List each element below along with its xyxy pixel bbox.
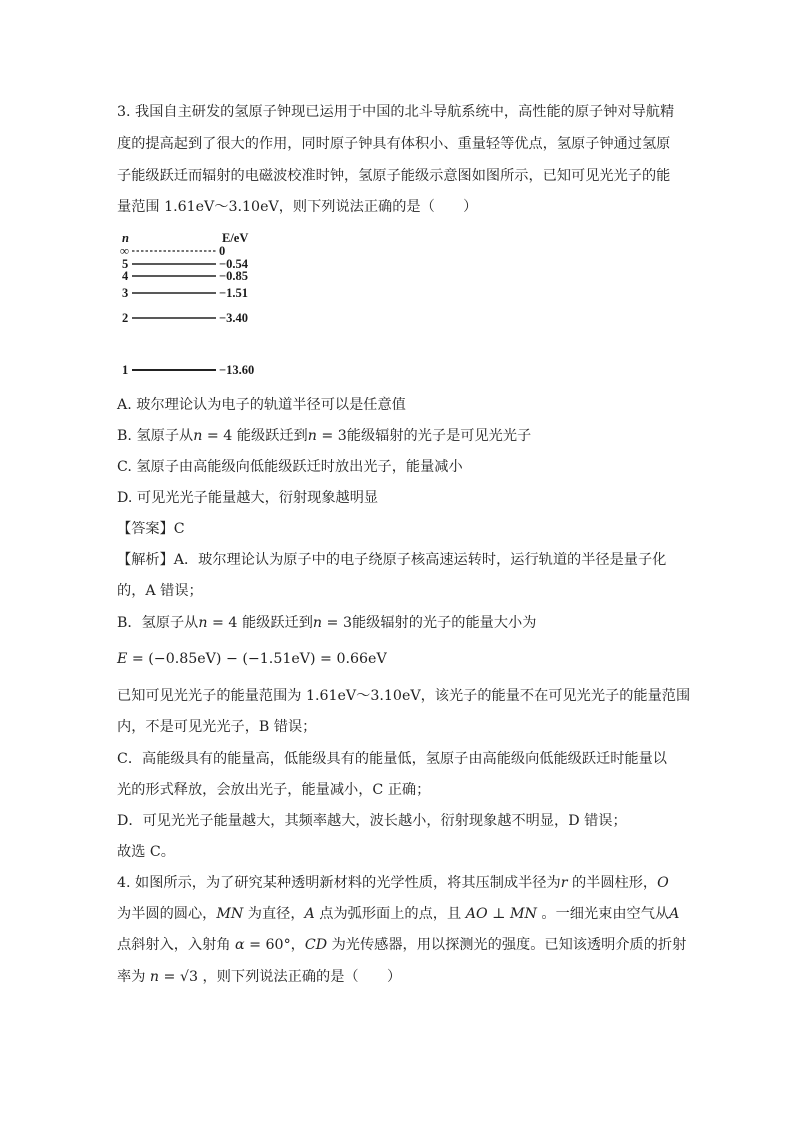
level-label-1: 1 xyxy=(122,363,129,377)
q3-line-2: 度的提高起到了很大的作用，同时原子钟具有体积小、重量轻等优点，氢原子钟通过氢原 xyxy=(117,136,671,152)
analysis-b-n1: n xyxy=(198,615,208,631)
level-energy-4: −0.85 xyxy=(219,269,248,283)
level-energy-5: −0.54 xyxy=(219,257,248,271)
q4-l3-b: = 60°， xyxy=(244,937,305,953)
option-b-eq2: = 3能级辐射的光子是可见光光子 xyxy=(316,428,532,444)
analysis-b-p1: B．氢原子从 xyxy=(117,615,199,631)
q4-l2-c: 点为弧形面上的点，且 xyxy=(314,906,466,922)
level-label-4: 4 xyxy=(122,269,129,283)
option-d: D. 可见光光子能量越大，衍射现象越明显 xyxy=(117,490,379,506)
energy-formula xyxy=(117,649,387,669)
q4-l4-n: n xyxy=(149,969,160,985)
level-energy-2: −3.40 xyxy=(219,311,248,325)
q4-l2-d: 。一细光束由空气从 xyxy=(536,906,670,922)
analysis2-line-6: 故选 C。 xyxy=(117,844,175,860)
level-label-5: 5 xyxy=(122,257,129,271)
q4-l2-perp: ⊥ xyxy=(487,906,510,922)
analysis2-line-5: D．可见光光子能量越大，其频率越大，波长越小，衍射现象越不明显，D 错误； xyxy=(117,813,627,829)
q4-l1-a: 4. 如图所示，为了研究某种透明新材料的光学性质，将其压制成半径为 xyxy=(117,875,561,891)
analysis-b-eq2: = 3能级辐射的光子的能量大小为 xyxy=(322,615,537,631)
analysis-b-n2: n xyxy=(312,615,323,631)
option-c: C. 氢原子由高能级向低能级跃迁时放出光子，能量减小 xyxy=(117,459,463,475)
formula-e: E xyxy=(117,651,128,667)
level-label-2: 2 xyxy=(122,311,129,325)
option-b-n1: n xyxy=(193,428,203,444)
q4-l3-alpha: α xyxy=(235,937,245,953)
analysis2-line-3: C．高能级具有的能量高，低能级具有的能量低，氢原子由高能级向低能级跃迁时能量以 xyxy=(117,751,667,767)
analysis-b-line xyxy=(117,613,536,633)
level-energy-1: −13.60 xyxy=(219,363,255,377)
q4-l3-a: 点斜射入，入射角 xyxy=(117,937,236,953)
level-label-inf: ∞ xyxy=(120,244,129,258)
q4-l4-a: 率为 xyxy=(117,969,150,985)
option-b xyxy=(117,426,531,446)
q4-l2-mn: MN xyxy=(216,906,244,922)
option-a: A. 玻尔理论认为电子的轨道半径可以是任意值 xyxy=(117,397,406,413)
energy-level-diagram xyxy=(118,230,278,380)
formula-rest: = (−0.85eV) − (−1.51eV) = 0.66eV xyxy=(127,651,387,667)
q4-l1-b: 的半圆柱形， xyxy=(567,875,658,891)
q4-l1-r: r xyxy=(560,875,568,891)
level-energy-3: −1.51 xyxy=(219,286,248,300)
q4-line-1 xyxy=(117,873,669,893)
q4-l4-b: = √3 ，则下列说法正确的是（ ） xyxy=(159,969,402,985)
q4-l2-mn2: MN xyxy=(509,906,537,922)
analysis2-line-4: 光的形式释放，会放出光子，能量减小，C 正确； xyxy=(117,782,431,798)
q3-line-1: 3. 我国自主研发的氢原子钟现已运用于中国的北斗导航系统中，高性能的原子钟对导航精 xyxy=(117,104,675,120)
q4-l2-a-point: A xyxy=(304,906,315,922)
analysis-line-1: 【解析】A．玻尔理论认为原子中的电子绕原子核高速运转时，运行轨道的半径是量子化 xyxy=(117,552,667,568)
q4-l2-ao: AO xyxy=(465,906,488,922)
level-energy-inf: 0 xyxy=(219,244,226,258)
q4-l3-cd: CD xyxy=(304,937,328,953)
diagram-n-header: n xyxy=(122,231,129,245)
q4-line-2 xyxy=(117,904,679,924)
diagram-e-header: E/eV xyxy=(222,231,249,245)
q4-l1-o: O xyxy=(657,875,669,891)
option-b-p1: B. 氢原子从 xyxy=(117,428,194,444)
answer: 【答案】C xyxy=(117,521,185,537)
analysis-line-2: 的，A 错误； xyxy=(117,583,203,599)
option-b-eq1: = 4 能级跃迁到 xyxy=(202,428,308,444)
q3-line-3: 子能级跃迁而辐射的电磁波校准时钟，氢原子能级示意图如图所示，已知可见光光子的能 xyxy=(117,168,671,184)
analysis2-line-1: 已知可见光光子的能量范围为 1.61eV～3.10eV，该光子的能量不在可见光光子的能量范围 xyxy=(117,688,691,704)
q4-line-3 xyxy=(117,935,686,955)
q3-line-4: 量范围 1.61eV～3.10eV，则下列说法正确的是（ ） xyxy=(117,199,478,215)
q4-l2-a2: A xyxy=(669,906,680,922)
analysis2-line-2: 内，不是可见光光子，B 错误； xyxy=(117,719,317,735)
q4-l2-b: 为直径， xyxy=(243,906,305,922)
q4-l3-c: 为光传感器，用以探测光的强度。已知该透明介质的折射 xyxy=(327,937,687,953)
q4-line-4 xyxy=(117,967,401,987)
analysis-b-eq1: = 4 能级跃迁到 xyxy=(207,615,313,631)
option-b-n2: n xyxy=(307,428,317,444)
q4-l2-a: 为半圆的圆心， xyxy=(117,906,217,922)
level-label-3: 3 xyxy=(122,286,129,300)
